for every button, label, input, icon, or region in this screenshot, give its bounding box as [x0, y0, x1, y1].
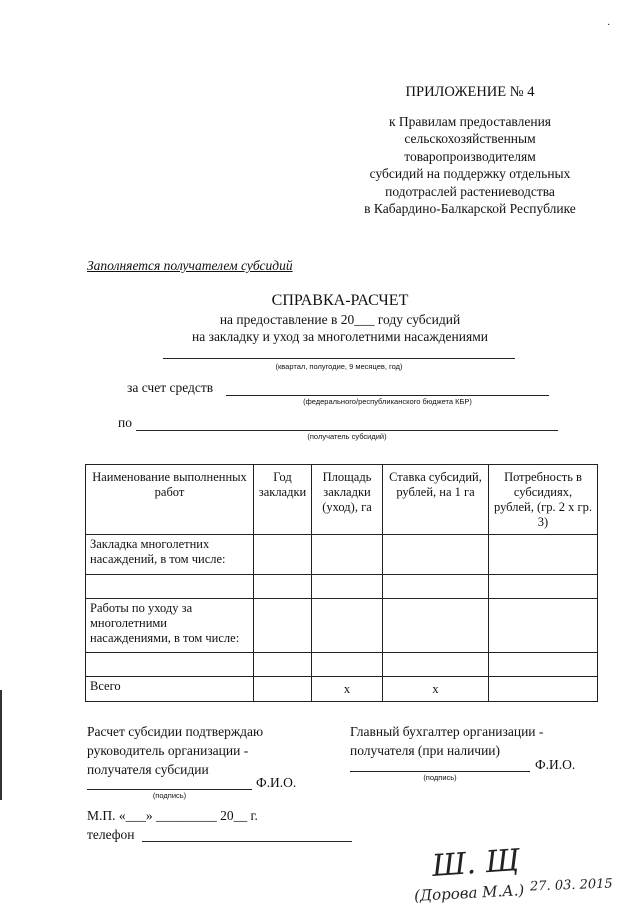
- table-row: [86, 599, 598, 653]
- table-cell: [254, 535, 312, 575]
- table-cell: Всего: [86, 677, 254, 702]
- table-cell: [254, 653, 312, 677]
- table-row: [86, 653, 598, 677]
- header-mark: ·: [607, 20, 611, 31]
- appendix-line: товаропроизводителям: [404, 148, 536, 164]
- document-heading: [150, 291, 530, 345]
- appendix-line: подотраслей растениеводства: [385, 183, 555, 199]
- table-cell: [489, 653, 598, 677]
- calculation-table: [85, 464, 598, 702]
- phone-label: телефон: [87, 827, 135, 842]
- table-cell: [383, 599, 489, 653]
- left-sign-line: получателя субсидии: [87, 762, 209, 777]
- period-caption: (квартал, полугодие, 9 месяцев, год): [275, 362, 403, 371]
- appendix-line: к Правилам предоставления: [388, 113, 552, 129]
- table-header-cell: Потребность в субсидиях, рублей, (гр. 2 х гр. 3): [489, 465, 598, 535]
- right-signature-line: [350, 771, 530, 772]
- stamp-date-line: М.П. «___» _________ 20__ г.: [87, 808, 258, 823]
- table-cell: [86, 575, 254, 599]
- left-fio-label: Ф.И.О.: [256, 775, 297, 790]
- table-row-total: [86, 677, 598, 702]
- appendix-line: в Кабардино-Балкарской Республике: [364, 201, 576, 216]
- filled-by-note: Заполняется получателем субсидий: [87, 258, 293, 273]
- table-cell: [489, 575, 598, 599]
- left-signature-line: [87, 789, 252, 790]
- table-cell: [383, 575, 489, 599]
- funds-caption: (федерального/республиканского бюджета КБР): [303, 397, 472, 406]
- left-sign-line: Расчет субсидии подтверждаю: [87, 724, 264, 739]
- table-cell: [254, 599, 312, 653]
- phone-line: [142, 841, 352, 842]
- left-sign-block: [87, 722, 263, 779]
- right-sign-block: [350, 722, 543, 760]
- table-cell: [383, 535, 489, 575]
- left-sign-line: руководитель организации -: [87, 743, 249, 758]
- table-cell: [383, 653, 489, 677]
- table-header-cell: Площадь закладки (уход), га: [312, 465, 383, 535]
- table-cell: [254, 677, 312, 702]
- table-cell: Закладка многолетних насаждений, в том числе:: [86, 535, 254, 575]
- appendix-title: ПРИЛОЖЕНИЕ № 4: [405, 84, 535, 100]
- heading-line: на предоставление в 20___ году субсидий: [219, 312, 461, 327]
- recipient-label: по: [118, 415, 132, 430]
- table-cell: [312, 575, 383, 599]
- right-sign-line: получателя (при наличии): [350, 743, 501, 758]
- handwritten-date: 27. 03. 2015: [529, 876, 613, 895]
- right-sign-line: Главный бухгалтер организации -: [350, 724, 544, 739]
- handwritten-initials: Ш. Щ: [430, 842, 521, 885]
- table-cell: [489, 535, 598, 575]
- table-cell: х: [312, 677, 383, 702]
- appendix-block: [340, 84, 600, 218]
- appendix-line: сельскохозяйственным: [404, 131, 536, 146]
- funds-line: [226, 395, 549, 396]
- table-cell: х: [383, 677, 489, 702]
- right-fio-label: Ф.И.О.: [535, 757, 576, 772]
- table-cell: [489, 599, 598, 653]
- period-line: [163, 358, 515, 359]
- document-title: СПРАВКА-РАСЧЕТ: [271, 292, 409, 309]
- table-row: [86, 535, 598, 575]
- table-cell: Работы по уходу за многолетними насаждениями, в том числе:: [86, 599, 254, 653]
- handwritten-name: (Дорова М.А.): [413, 881, 525, 905]
- funds-label: за счет средств: [127, 380, 214, 395]
- table-cell: [489, 677, 598, 702]
- table-header-cell: Год закладки: [254, 465, 312, 535]
- recipient-caption: (получатель субсидий): [307, 432, 387, 441]
- binding-edge-mark: [0, 690, 2, 800]
- heading-line: на закладку и уход за многолетними насаждениями: [192, 329, 488, 344]
- table-header-cell: Ставка субсидий, рублей, на 1 га: [383, 465, 489, 535]
- table-cell: [312, 653, 383, 677]
- table-row: [86, 575, 598, 599]
- table-cell: [254, 575, 312, 599]
- table-cell: [312, 535, 383, 575]
- right-signature-caption: (подпись): [423, 773, 457, 782]
- appendix-line: субсидий на поддержку отдельных: [369, 166, 571, 181]
- left-signature-caption: (подпись): [152, 791, 187, 800]
- table-cell: [86, 653, 254, 677]
- table-header-row: [86, 465, 598, 535]
- table-header-cell: Наименование выполненных работ: [86, 465, 254, 535]
- table-cell: [312, 599, 383, 653]
- recipient-line: [136, 430, 558, 431]
